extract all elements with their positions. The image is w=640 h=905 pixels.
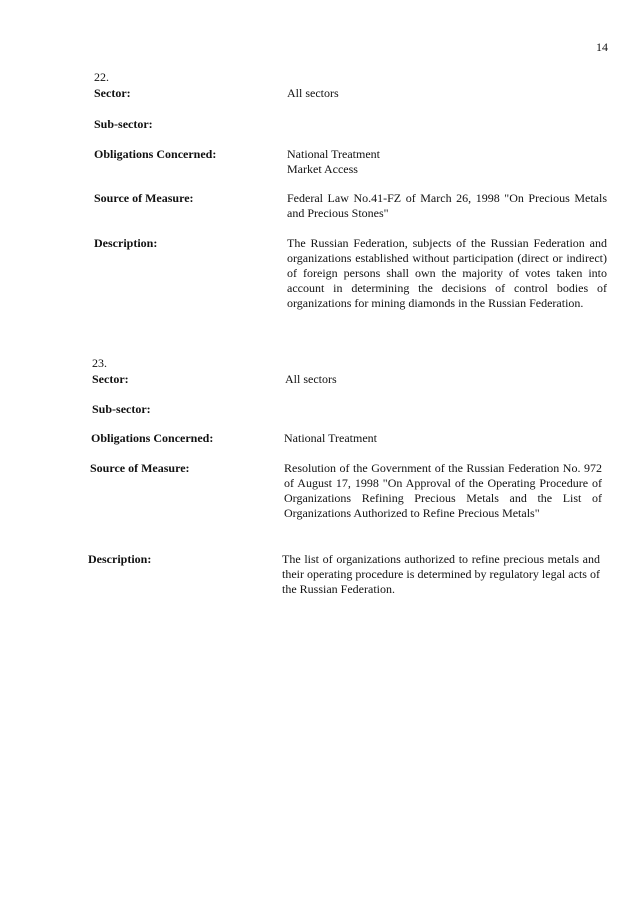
sector-value: All sectors [287,86,339,100]
entry-number: 23. [92,356,107,370]
description-value: The Russian Federation, subjects of the Russian Federation and organizations established without participation (direct or indirect) of foreign persons shall own the majority of votes taken into account in determining the decisions of control bodies of organizations for mining diamonds in the Russian Federation. [287,236,607,310]
obligations-label: Obligations Concerned: [94,147,217,161]
description-label: Description: [88,552,152,566]
obligation-item: National Treatment [287,147,380,161]
obligations-value [287,147,607,177]
obligations-value [284,431,604,446]
source-value: Federal Law No.41-FZ of March 26, 1998 "On Precious Metals and Precious Stones" [287,191,607,220]
sector-label: Sector: [92,372,129,386]
page-number: 14 [596,40,608,54]
entry-number: 22. [94,70,109,84]
description-label: Description: [94,236,158,250]
source-value: Resolution of the Government of the Russian Federation No. 972 of August 17, 1998 "On Approval of the Operating Procedure of Organizations Refining Precious Metals and the List of Organizations Authorized to Refine Precious Metals" [284,461,602,520]
sector-label: Sector: [94,86,131,100]
source-label: Source of Measure: [94,191,194,205]
obligation-item: National Treatment [284,431,377,445]
obligations-label: Obligations Concerned: [91,431,214,445]
obligation-item: Market Access [287,162,358,176]
subsector-label: Sub-sector: [92,402,151,416]
sector-value: All sectors [285,372,337,386]
subsector-label: Sub-sector: [94,117,153,131]
source-label: Source of Measure: [90,461,190,475]
description-value: The list of organizations authorized to refine precious metals and their operating procedure is determined by regulatory legal acts of the Russian Federation. [282,552,600,596]
